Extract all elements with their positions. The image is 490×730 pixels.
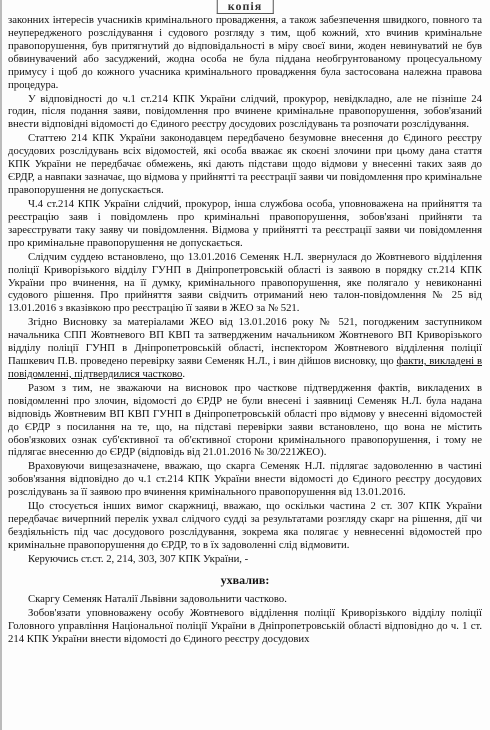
underlined-finding: факти, викладені в повідомленні, підтвердилися частково <box>8 355 483 380</box>
paragraph: Ч.4 ст.214 КПК України слідчий, прокурор, інша службова особа, уповноважена на прийняття та реєстрацію заяв і повідомлень про кримінальні правопорушення, зобов'язані прийняти та зареєструвати таку заяву чи повідомлення. Відмова у прийнятті та реєстрації заяви чи повідомлення про кримінальне правопорушення не допускається. <box>8 197 482 249</box>
document-body <box>8 14 482 647</box>
paragraph: Згідно Висновку за матеріалами ЖЕО від 13.01.2016 року № 521, погодженим заступником начальника СПП Жовтневого ВП КВП та затвердженим начальником Жовтневого ВП Криворізького відділу поліції ГУНП в Дніпропетровській області, інспектором Жовтневого відділення поліції Пашкевич П.В. проведено перевірку заяви Семеняк Н.Л., і вин дійшов висновку, що факти, викладені в повідомленні, підтвердилися частково. <box>8 316 483 380</box>
ruling-heading: ухвалив: <box>220 572 270 587</box>
paragraph: Зобов'язати уповноважену особу Жовтневого відділення поліції Криворізького відділу поліції Головного управління Національної поліції України в Дніпропетровській області відповідно до ч. 1 ст. 214 КПК України внести відомості до Єдиного реєстру досудових <box>8 606 482 645</box>
paragraph: Скаргу Семеняк Наталії Львівни задовольнити частково. <box>28 592 287 605</box>
paragraph: Керуючись ст.ст. 2, 214, 303, 307 КПК України, - <box>28 553 249 565</box>
paragraph: У відповідності до ч.1 ст.214 КПК України слідчий, прокурор, невідкладно, але не пізніше 24 годин, після подання заяви, повідомлення про вчинене кримінальне правопорушення, зобов'язаний внести відповідні відомості до Єдиного реєстру досудових розслідувань та розпочати розслідування. <box>8 92 482 131</box>
paragraph: Враховуючи вищезазначене, вважаю, що скарга Семеняк Н.Л. підлягає задоволенню в частині зобов'язання відповідно до ч.1 ст.214 КПК України внести відомості до Єдиного реєстру досудових розслідувань за її заявою про вчинення кримінального правопорушення від 13.01.2016. <box>8 460 482 499</box>
copy-stamp: копія <box>217 0 274 14</box>
paragraph: законних інтересів учасників кримінального провадження, а також забезпечення швидкого, повного та неупередженого розслідування і судового розгляду з тим, щоб кожний, хто вчинив кримінальне правопорушення, був притягнутий до відповідальності в міру своєї вини, жоден невинуватий не був обвинувачений або засуджений, жодна особа не була піддана необгрунтованому процесуальному примусу і щоб до кожного учасника кримінального провадження була застосована належна правова процедура. <box>8 14 482 91</box>
paragraph: Що стосується інших вимог скаржниці, вважаю, що оскільки частина 2 ст. 307 КПК України передбачає вичерпний перелік ухвал слідчого судді за результатами розгляду скарг на рішення, дії чи бездіяльність під час досудового розслідування, зокрема яка полягає у невнесенні відомостей про кримінальне правопорушення до ЄРДР, то в їх задоволенні слід відмовити. <box>8 500 482 551</box>
paragraph: Статтею 214 КПК України законодавцем передбачено безумовне внесення до Єдиного реєстру досудових розслідувань всіх відомостей, які особа вважає як скоєні злочини при цьому дана стаття КПК України не передбачає обмежень, які дають підстави щодо відмови у внесенні таких заяв до ЄРДР, а навпаки зазначає, що відмова у прийнятті та реєстрації заяви чи повідомлення про кримінальне правопорушення не допускається. <box>8 132 482 196</box>
paragraph: Разом з тим, не зважаючи на висновок про часткове підтвердження фактів, викладених в повідомленні про злочин, відомості до ЄРДР не були внесені і заявниці Семеняк Н.Л. була надана відповідь Жовтневим ВП КВП ГУНП в Дніпропетровській області про відмову у внесенні відомостей до ЄРДР з посилання на те, що, на підставі перевірки заяви встановлено, що вона не містить обов'язкових ознак суб'єктивної та об'єктивної сторони кримінального правопорушення, і тому не підлягає внесенню до ЄРДР (відповідь від 21.01.2016 № 30/221ЖЕО). <box>8 381 482 459</box>
paragraph-text: Згідно Висновку за матеріалами ЖЕО від 13.01.2016 року № 521, погодженим заступником начальника СПП Жовтневого ВП КВП та затвердженим начальником Жовтневого ВП Криворізького відділу поліції ГУНП в Дніпропетровській області, інспектором Жовтневого відділення поліції Пашкевич П.В. проведено перевірку заяви Семеняк Н.Л., і вин дійшов висновку, що <box>8 316 482 368</box>
scan-edge <box>0 0 2 730</box>
paragraph: Слідчим суддею встановлено, що 13.01.2016 Семеняк Н.Л. звернулася до Жовтневого відділення поліції Криворізького відділу ГУНП в Дніпропетровській області із заявою в порядку ст.214 КПК України про вчинення, на її думку, кримінального правопорушення, яке полягало у невиконанні судового рішення. Про прийняття заяви свідчить отриманий нею талон-повідомлення № 25 від 13.01.2016 з вказівкою про реєстрацію її заяви в ЖЕО за № 521. <box>8 250 482 315</box>
